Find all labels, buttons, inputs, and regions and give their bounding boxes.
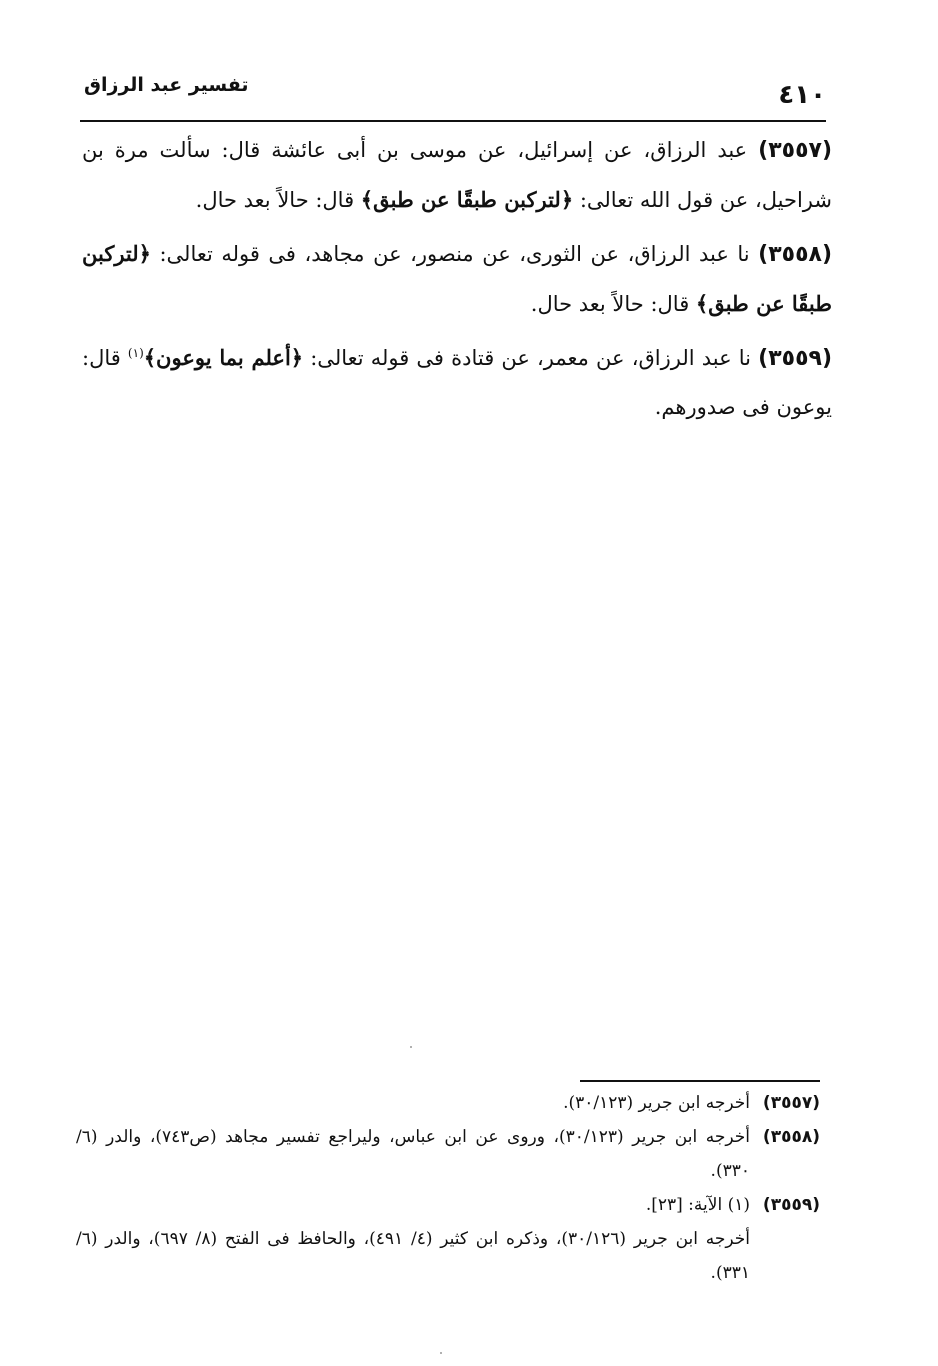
entry-text: نا عبد الرزاق، عن معمر، عن قتادة فى قوله تعالى: — [303, 346, 759, 370]
entry-text: قال: حالاً بعد حال. — [195, 188, 361, 212]
footnotes — [76, 1086, 820, 1290]
footnote-text: أخرجه ابن جرير (٣٠/١٢٣)، وروى عن ابن عباس، وليراجع تفسير مجاهد (ص٧٤٣)، والدر (٦/ ٣٣٠). — [76, 1127, 750, 1181]
entry-number: (٣٥٥٩) — [758, 346, 832, 371]
scan-speck — [440, 1352, 442, 1354]
footnote-number: (٣٥٥٧) — [762, 1093, 820, 1113]
header-rule — [80, 120, 826, 122]
page-number: ٤١٠ — [778, 80, 826, 110]
scan-speck — [410, 1046, 412, 1048]
entry-text: قال: حالاً بعد حال. — [530, 292, 696, 316]
footnote-3557 — [76, 1086, 820, 1120]
footnote-rule — [580, 1080, 820, 1082]
quran-verse: ﴿لتركبن طبقًا عن طبق﴾ — [360, 187, 574, 212]
entry-3558 — [82, 229, 832, 329]
entry-3559 — [82, 333, 832, 432]
quran-verse: ﴿أعلم بما يوعون﴾ — [143, 345, 304, 370]
book-title: تفسير عبد الرزاق — [84, 74, 249, 96]
footnote-3558 — [76, 1120, 820, 1188]
entry-text: قال: يوعون فى صدورهم. — [82, 346, 832, 419]
entry-text: عبد الرزاق، عن إسرائيل، عن موسى بن أبى عائشة قال: سألت مرة بن شراحيل، عن قول الله تعالى: — [82, 138, 832, 212]
entry-3557 — [82, 126, 832, 225]
footnote-number: (٣٥٥٩) — [762, 1195, 820, 1215]
footnote-3559 — [76, 1188, 820, 1222]
footnote-text: (١) الآية: [٢٣]. — [645, 1195, 750, 1215]
quran-verse: ﴿لتركبن طبقًا عن طبق﴾ — [82, 241, 832, 316]
entry-text: نا عبد الرزاق، عن الثورى، عن منصور، عن مجاهد، فى قوله تعالى: — [150, 242, 759, 266]
main-text — [82, 126, 832, 436]
footnote-text: أخرجه ابن جرير (٣٠/١٢٣). — [563, 1093, 750, 1113]
running-head — [80, 70, 826, 118]
footnote-continuation: أخرجه ابن جرير (٣٠/١٢٦)، وذكره ابن كثير (٤/ ٤٩١)، والحافظ فى الفتح (٨/ ٦٩٧)، والدر (٦/ ٣٣١). — [76, 1229, 750, 1283]
entry-number: (٣٥٥٧) — [758, 138, 832, 163]
footnote-number: (٣٥٥٨) — [762, 1127, 820, 1147]
footnote-marker: (١) — [127, 346, 144, 360]
entry-number: (٣٥٥٨) — [758, 242, 832, 267]
